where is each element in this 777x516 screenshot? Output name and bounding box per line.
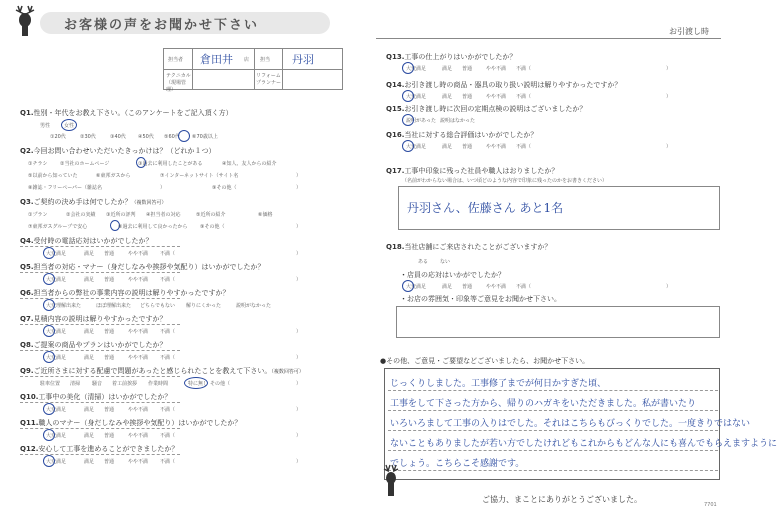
q1-opt-female[interactable]: 女性 [64, 123, 75, 129]
r7-opt-2[interactable]: 満足 [442, 284, 453, 290]
store-impression-box[interactable] [396, 306, 720, 338]
q10-opt-4[interactable]: やや不満 [128, 407, 149, 413]
q12-opt-6: ） [296, 459, 302, 465]
shop-label: 店 [244, 57, 250, 63]
comment-rule [388, 450, 718, 451]
q2-opt-9[interactable]: ⑨その他（ [212, 185, 237, 191]
q5-answer-circle [43, 273, 55, 285]
q5-opt-3[interactable]: 普通 [104, 277, 115, 283]
question-underline [20, 324, 180, 325]
question-q10: Q10.工事中の美化（清掃）はいかがでしたか？ [20, 393, 172, 401]
r3-opt-1[interactable]: 説明があった [406, 118, 436, 124]
q3-opt-7[interactable]: ⑦東邦ガスグループで安心 [28, 224, 88, 230]
r3-answer-circle [402, 114, 414, 126]
q11-opt-3[interactable]: 普通 [104, 433, 115, 439]
q1-opt-30s[interactable]: ②30代 [80, 134, 96, 140]
q17-note: （名前がわからない場合は、いつ頃どのような内容で印象に残ったのかをお書きください） [402, 178, 608, 184]
q2-opt-8[interactable]: ⑧雑誌・フリーペーパー（雑誌名 [28, 185, 103, 191]
r1-opt-2[interactable]: 満足 [442, 66, 453, 72]
q9-opt-7[interactable]: その他（ [210, 381, 231, 387]
eigyo-value: 丹羽 [292, 53, 314, 66]
q7-opt-5[interactable]: 不満（ [160, 329, 176, 335]
r2-opt-2[interactable]: 満足 [442, 94, 453, 100]
q2-opt-2[interactable]: ②当社のホームページ [60, 161, 110, 167]
q5-opt-5[interactable]: 不満（ [160, 277, 176, 283]
q2-opt-7-close: ） [296, 173, 302, 179]
comment-line: 工事をして下さった方から、帰りのハガキをいただきました。私が書いたり [390, 399, 697, 409]
q9-opt-8: ） [296, 381, 302, 387]
q8-opt-1[interactable]: 大変満足 [46, 355, 67, 361]
r7-opt-5[interactable]: 不満（ [516, 284, 532, 290]
q8-answer-circle [43, 351, 55, 363]
q8-opt-3[interactable]: 普通 [104, 355, 115, 361]
q7-answer-circle [43, 325, 55, 337]
r7-opt-6: ） [666, 284, 672, 290]
question-r6: Q18.当社店舗にご来店されたことがございますか？ [386, 243, 552, 251]
q9-opt-3[interactable]: 騒音 [92, 381, 103, 387]
question-r5: Q17.工事中印象に残った社員や職人はおりましたか？ [386, 167, 559, 175]
q12-opt-5[interactable]: 不満（ [160, 459, 176, 465]
r1-opt-6: ） [666, 66, 672, 72]
q11-answer-circle [43, 429, 55, 441]
q12-opt-2[interactable]: 満足 [84, 459, 95, 465]
q7-opt-6: ） [296, 329, 302, 335]
r1-answer-circle [402, 62, 414, 74]
q4-opt-4[interactable]: やや不満 [128, 251, 149, 257]
question-r3: Q15.お引き渡し時に次回の定期点検の説明はございましたか？ [386, 105, 587, 113]
q3-opt-8[interactable]: ⑧過去に利用して良かったから [118, 224, 188, 230]
comment-line: いろいろまして工事の入りはでした。それはこちらもびっくりでした。一度きりではない [390, 419, 751, 429]
r1-opt-1[interactable]: 大変満足 [406, 66, 427, 72]
q18-opt-yes[interactable]: ある [418, 259, 429, 265]
question-underline [20, 246, 180, 247]
r4-opt-2[interactable]: 満足 [442, 144, 453, 150]
comment-rule [388, 430, 718, 431]
q6-opt-3[interactable]: どちらでもない [140, 303, 175, 309]
q9-opt-2[interactable]: 清掃 [70, 381, 81, 387]
thanks-message: ご協力、まことにありがとうございました。 [482, 495, 642, 504]
q1-opt-50s[interactable]: ④50代 [138, 134, 154, 140]
comment-line: じっくりしました。工事修了までが何日かすぎた頃、 [390, 379, 607, 389]
left-page [0, 0, 366, 516]
question-r2: Q14.お引き渡し時の商品・器具の取り扱い説明は解りやすかったですか？ [386, 81, 622, 89]
r2-opt-3[interactable]: 普通 [462, 94, 473, 100]
q4-opt-1[interactable]: 大変満足 [46, 251, 67, 257]
question-r7: ・店員の応対はいかがでしたか？ [400, 271, 505, 279]
q11-opt-2[interactable]: 満足 [84, 433, 95, 439]
q2-opt-6[interactable]: ⑥東邦ガスから [96, 173, 131, 179]
comment-line: でしょう。こちらこそ感謝です。 [390, 459, 525, 469]
q3-opt-9-close: ） [296, 224, 302, 230]
r4-opt-6: ） [666, 144, 672, 150]
right-page [366, 0, 777, 516]
r7-opt-4[interactable]: やや不満 [486, 284, 507, 290]
q3-opt-6[interactable]: ⑥価格 [258, 212, 273, 218]
question-underline [20, 402, 180, 403]
r4-opt-1[interactable]: 大変満足 [406, 144, 427, 150]
q4-opt-6: ） [296, 251, 302, 257]
r1-opt-4[interactable]: やや不満 [486, 66, 507, 72]
q3-opt-5[interactable]: ⑤近所の紹介 [196, 212, 226, 218]
q6-answer-circle [43, 299, 55, 311]
q10-opt-6: ） [296, 407, 302, 413]
r7-opt-1[interactable]: 大変満足 [406, 284, 427, 290]
q3-opt-9[interactable]: ⑨その他（ [200, 224, 225, 230]
q12-opt-3[interactable]: 普通 [104, 459, 115, 465]
r2-opt-6: ） [666, 94, 672, 100]
q11-opt-4[interactable]: やや不満 [128, 433, 149, 439]
question-underline [20, 428, 180, 429]
q2-answer-circle [136, 157, 146, 168]
header-divider [376, 38, 721, 39]
question-q5: Q5.担当者の対応・マナー（身だしなみや挨拶や気配り）はいかがでしたか？ [20, 263, 265, 271]
q8-opt-5[interactable]: 不満（ [160, 355, 176, 361]
q10-opt-3[interactable]: 普通 [104, 407, 115, 413]
r7-answer-circle [402, 280, 414, 292]
r2-answer-circle [402, 90, 414, 102]
r4-opt-5[interactable]: 不満（ [516, 144, 532, 150]
q11-opt-6: ） [296, 433, 302, 439]
techno-label: テクニカル（現場管理） [166, 73, 191, 93]
q4-opt-5[interactable]: 不満（ [160, 251, 176, 257]
q10-opt-2[interactable]: 満足 [84, 407, 95, 413]
q2-opt-9-close: ） [296, 185, 302, 191]
r1-opt-5[interactable]: 不満（ [516, 66, 532, 72]
r2-opt-5[interactable]: 不満（ [516, 94, 532, 100]
q3-opt-4[interactable]: ④担当者の対応 [146, 212, 181, 218]
q17-answer-box[interactable] [398, 186, 720, 230]
q2-opt-5[interactable]: ⑤以前から知っていた [28, 173, 78, 179]
q6-opt-2[interactable]: ほぼ理解出来た [96, 303, 132, 309]
question-underline [20, 272, 180, 273]
q7-opt-3[interactable]: 普通 [104, 329, 115, 335]
q1-opt-60s[interactable]: ⑤60代 [164, 134, 180, 140]
comment-rule [388, 390, 718, 391]
comment-title: ●その他、ご意見・ご要望などございましたら、お聞かせ下さい。 [380, 357, 590, 365]
q8-opt-4[interactable]: やや不満 [128, 355, 149, 361]
question-q9: Q9.ご近所さまに対する配慮で問題があったと感じられたことを教えて下さい。（複数回答可） [20, 367, 304, 375]
question-q8: Q8.ご提案の商品やプランはいかがでしたか？ [20, 341, 167, 349]
r2-opt-4[interactable]: やや不満 [486, 94, 507, 100]
q10-opt-5[interactable]: 不満（ [160, 407, 176, 413]
q7-opt-1[interactable]: 大変満足 [46, 329, 67, 335]
comment-rule [388, 410, 718, 411]
q8-opt-6: ） [296, 355, 302, 361]
q2-opt-3[interactable]: ③過去に利用したことがある [138, 161, 203, 167]
q8-opt-2[interactable]: 満足 [84, 355, 95, 361]
comment-line: ないこともありましたが若い方でしたけれどもこれからもどんな人にも喜んでもらえますように [390, 439, 777, 449]
q2-opt-4[interactable]: ④知人、友人からの紹介 [222, 161, 277, 167]
q7-opt-2[interactable]: 満足 [84, 329, 95, 335]
q4-opt-2[interactable]: 満足 [84, 251, 95, 257]
comment-rule [388, 470, 718, 471]
q1-opt-20s[interactable]: ①20代 [50, 134, 66, 140]
q9-opt-4[interactable]: 着工前挨拶 [112, 381, 138, 387]
q6-opt-1[interactable]: 大変理解出来た [46, 303, 82, 309]
question-underline [20, 350, 180, 351]
r4-opt-3[interactable]: 普通 [462, 144, 473, 150]
q1-female-circle [61, 119, 77, 131]
r3-opt-2[interactable]: 説明はなかった [440, 118, 476, 124]
staff-info-box [163, 48, 343, 93]
question-r4: Q16.当社に対する総合評価はいかがでしたか？ [386, 131, 538, 139]
q5-opt-4[interactable]: やや不満 [128, 277, 149, 283]
reform-label: リフォームプランナー [256, 73, 282, 86]
q6-opt-4[interactable]: 解りにくかった [186, 303, 222, 309]
r7-opt-3[interactable]: 普通 [462, 284, 473, 290]
question-underline [20, 376, 180, 377]
q4-opt-3[interactable]: 普通 [104, 251, 115, 257]
q10-opt-1[interactable]: 大変満足 [46, 407, 67, 413]
q3-opt-3[interactable]: ③近所の評判 [106, 212, 136, 218]
question-q3: Q3.ご契約の決め手は何でしたか？（複数回答可） [20, 198, 167, 206]
eigyo-label: 担当 [260, 57, 271, 63]
question-q11: Q11.職人のマナー（身だしなみや挨拶や気配り）はいかがでしたか？ [20, 419, 242, 427]
q1-age-circle [178, 130, 190, 142]
q5-opt-2[interactable]: 満足 [84, 277, 95, 283]
q4-answer-circle [43, 247, 55, 259]
q7-opt-4[interactable]: やや不満 [128, 329, 149, 335]
q1-opt-70s[interactable]: ⑥70歳以上 [192, 134, 218, 140]
q12-opt-1[interactable]: 大変満足 [46, 459, 67, 465]
r4-answer-circle [402, 140, 414, 152]
question-q6: Q6.担当者からの弊社の事業内容の説明は解りやすかったですか？ [20, 289, 230, 297]
q11-opt-5[interactable]: 不満（ [160, 433, 176, 439]
q9-opt-6[interactable]: 特に無し [188, 381, 209, 387]
q17-answer-text: 丹羽さん、佐藤さん あと1名 [407, 201, 564, 215]
question-underline [20, 298, 180, 299]
q18-opt-no[interactable]: ない [440, 259, 451, 265]
q1-opt-40s[interactable]: ③40代 [110, 134, 126, 140]
q2-opt-8-close: ） [160, 185, 166, 191]
q3-opt-2[interactable]: ②会社の実績 [66, 212, 96, 218]
q3-opt-1[interactable]: ①プラン [28, 212, 48, 218]
q9-opt-1[interactable]: 駐車位置 [40, 381, 61, 387]
q5-opt-1[interactable]: 大変満足 [46, 277, 67, 283]
q6-opt-5[interactable]: 説明がなかった [236, 303, 272, 309]
r1-opt-3[interactable]: 普通 [462, 66, 473, 72]
q2-opt-7[interactable]: ⑦インターネットサイト（サイト名 [160, 173, 239, 179]
q11-opt-1[interactable]: 大変満足 [46, 433, 67, 439]
q12-answer-circle [43, 455, 55, 467]
q10-answer-circle [43, 403, 55, 415]
r2-opt-1[interactable]: 大変満足 [406, 94, 427, 100]
q12-opt-4[interactable]: やや不満 [128, 459, 149, 465]
question-underline [20, 454, 180, 455]
question-q7: Q7.見積内容の説明は解りやすかったですか？ [20, 315, 167, 323]
q9-opt-5[interactable]: 作業時間 [148, 381, 169, 387]
question-r8: ・お店の雰囲気・印象等ご意見をお聞かせ下さい。 [400, 295, 561, 303]
page-title: お客様の声をお聞かせ下さい [64, 18, 260, 33]
question-q4: Q4.受付時の電話応対はいかがでしたか？ [20, 237, 153, 245]
tanto-label: 担当者 [168, 57, 184, 63]
deer-footer-icon [378, 462, 404, 498]
question-q2: Q2.今回お問い合わせいただいたきっかけは？（どれか１つ） [20, 147, 216, 155]
form-code: 7701 [704, 502, 717, 508]
question-q12: Q12.安心して工事を進めることができましたか？ [20, 445, 179, 453]
q5-opt-6: ） [296, 277, 302, 283]
q2-opt-1[interactable]: ①チラシ [28, 161, 48, 167]
question-q1: Q1.性別・年代をお教え下さい。（このアンケートをご記入頂く方） [20, 109, 233, 117]
r4-opt-4[interactable]: やや不満 [486, 144, 507, 150]
tanto-value: 倉田井 [200, 53, 233, 66]
q9-answer-circle [184, 377, 208, 389]
question-r1: Q13.工事の仕上がりはいかがでしたか？ [386, 53, 517, 61]
q1-opt-male[interactable]: 男性 [40, 123, 51, 129]
handover-header: お引渡し時 [669, 27, 709, 36]
